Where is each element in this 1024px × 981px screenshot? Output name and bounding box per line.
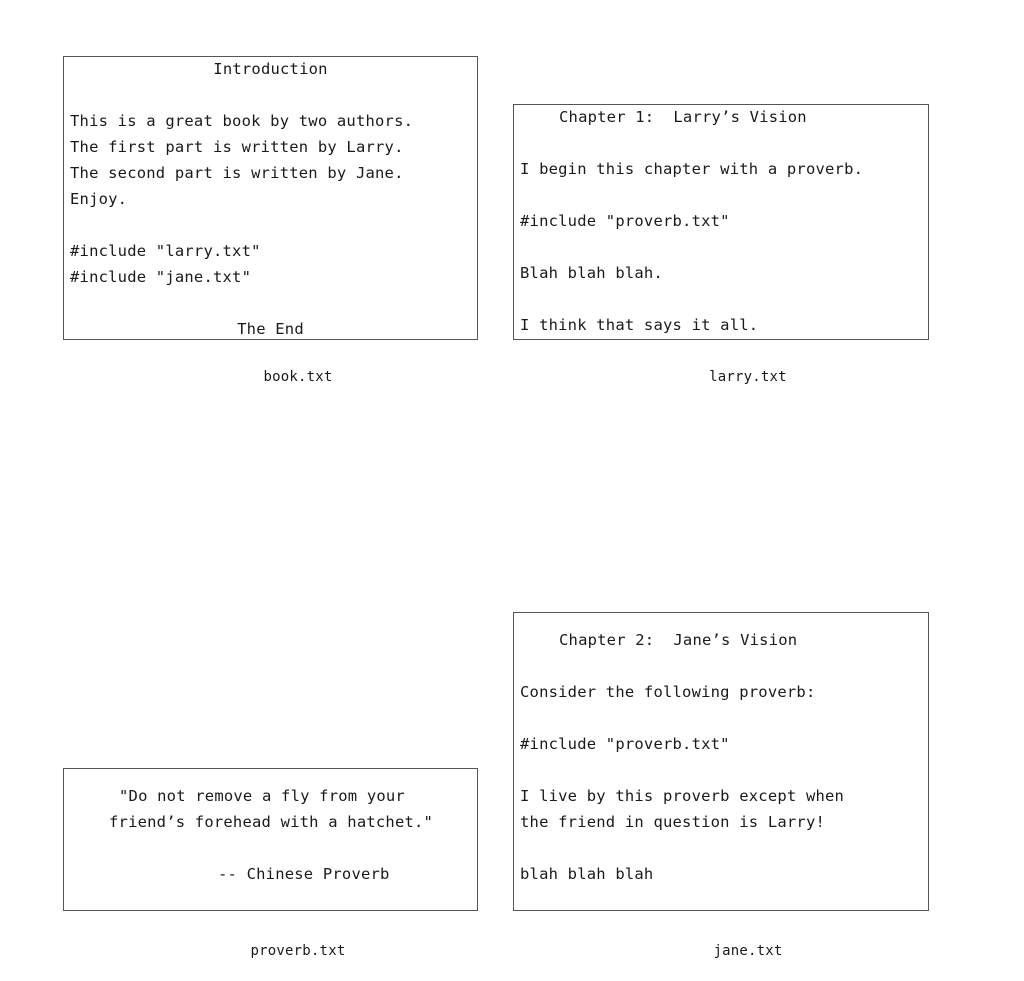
book-title: Introduction [213, 60, 328, 78]
caption-jane: jane.txt [713, 943, 783, 959]
proverb-attribution: -- Chinese Proverb [218, 865, 390, 883]
file-box-book [63, 56, 478, 340]
book-line: The first part is written by Larry. [70, 138, 404, 156]
jane-title: Chapter 2: Jane’s Vision [559, 631, 798, 649]
book-line: The second part is written by Jane. [70, 164, 404, 182]
include-directive: #include "proverb.txt" [520, 212, 730, 230]
jane-line: Consider the following proverb: [520, 683, 816, 701]
book-line: Enjoy. [70, 190, 128, 208]
larry-line: I begin this chapter with a proverb. [520, 160, 864, 178]
larry-line: I think that says it all. [520, 316, 759, 334]
jane-line: the friend in question is Larry! [520, 813, 826, 831]
include-directive: #include "jane.txt" [70, 268, 252, 286]
file-box-jane [513, 612, 929, 911]
include-directive: #include "proverb.txt" [520, 735, 730, 753]
file-box-larry [513, 104, 929, 340]
caption-proverb: proverb.txt [250, 943, 346, 959]
jane-line: I live by this proverb except when [520, 787, 845, 805]
file-box-proverb [63, 768, 478, 911]
include-directive: #include "larry.txt" [70, 242, 261, 260]
caption-book: book.txt [263, 369, 333, 385]
book-line: This is a great book by two authors. [70, 112, 414, 130]
larry-line: Blah blah blah. [520, 264, 663, 282]
jane-line: blah blah blah [520, 865, 654, 883]
larry-title: Chapter 1: Larry’s Vision [559, 108, 807, 126]
proverb-line: friend’s forehead with a hatchet." [109, 813, 434, 831]
book-ending: The End [237, 320, 304, 338]
caption-larry: larry.txt [709, 369, 787, 385]
proverb-line: "Do not remove a fly from your [119, 787, 405, 805]
